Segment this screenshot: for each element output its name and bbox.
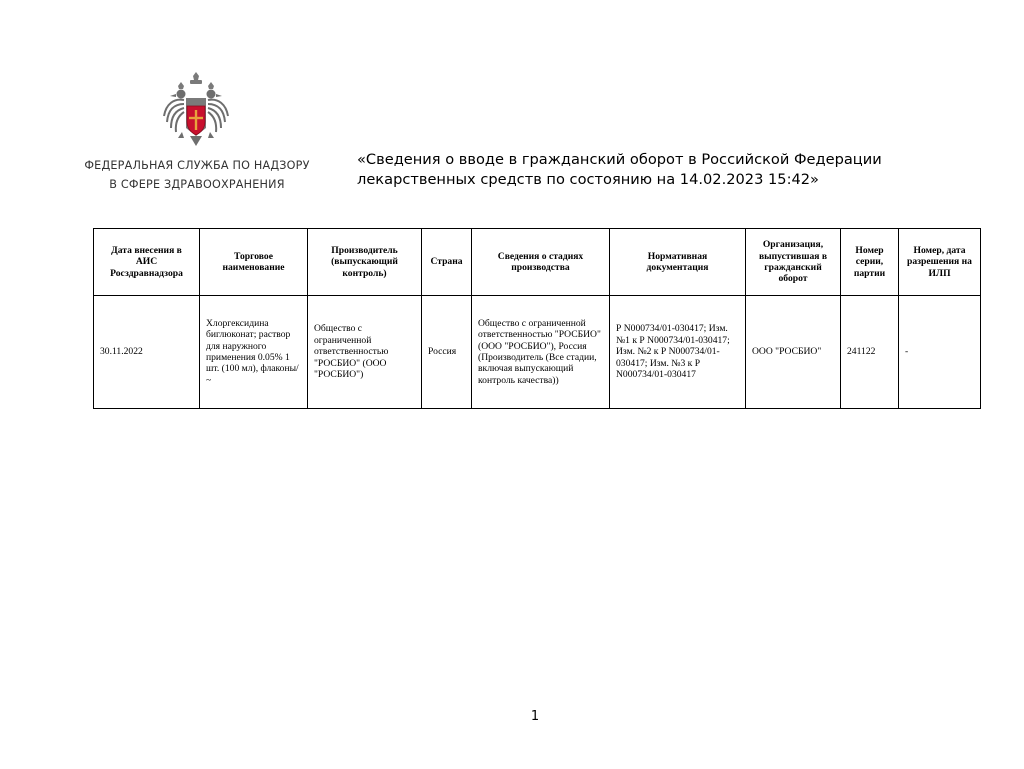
document-title <box>357 150 917 190</box>
cell-releasing-organization: ООО "РОСБИО" <box>746 296 841 409</box>
document-title-line1: «Сведения о вводе в гражданский оборот в Российской Федерации <box>357 151 882 168</box>
double-headed-eagle-emblem-icon <box>160 72 232 152</box>
org-name-line1: ФЕДЕРАЛЬНАЯ СЛУЖБА ПО НАДЗОРУ <box>84 159 310 172</box>
organization-name <box>84 156 310 194</box>
cell-production-stages: Общество с ограниченной ответственностью "РОСБИО" (ООО "РОСБИО"), Россия (Производитель (Все стадии, включая выпускающий контроль качества)) <box>472 296 610 409</box>
cell-manufacturer: Общество с ограниченной ответственностью "РОСБИО" (ООО "РОСБИО") <box>308 296 422 409</box>
cell-trade-name: Хлоргексидина биглюконат; раствор для наружного применения 0.05% 1 шт. (100 мл), флаконы/ ~ <box>200 296 308 409</box>
header-manufacturer: Производитель (выпускающий контроль) <box>308 229 422 296</box>
cell-batch-number: 241122 <box>841 296 899 409</box>
header-permit-number: Номер, дата разрешения на ИЛП <box>899 229 981 296</box>
table-row <box>94 296 981 409</box>
header-production-stages: Сведения о стадиях производства <box>472 229 610 296</box>
document-title-line2: лекарственных средств по состоянию на 14.02.2023 15:42» <box>357 171 819 188</box>
header-regulatory-docs: Нормативная документация <box>610 229 746 296</box>
page-number: 1 <box>530 709 540 724</box>
header-entry-date: Дата внесения в АИС Росздравнадзора <box>94 229 200 296</box>
table-header-row <box>94 229 981 296</box>
header-releasing-organization: Организация, выпустившая в гражданский оборот <box>746 229 841 296</box>
cell-permit-number: - <box>899 296 981 409</box>
cell-country: Россия <box>422 296 472 409</box>
header-batch-number: Номер серии, партии <box>841 229 899 296</box>
header-trade-name: Торговое наименование <box>200 229 308 296</box>
header-country: Страна <box>422 229 472 296</box>
cell-entry-date: 30.11.2022 <box>94 296 200 409</box>
registry-table <box>93 228 981 409</box>
org-name-line2: В СФЕРЕ ЗДРАВООХРАНЕНИЯ <box>109 178 285 191</box>
cell-regulatory-docs: Р N000734/01-030417; Изм. №1 к Р N000734/01-030417; Изм. №2 к Р N000734/01-030417; Изм. №3 к Р N000734/01-030417 <box>610 296 746 409</box>
